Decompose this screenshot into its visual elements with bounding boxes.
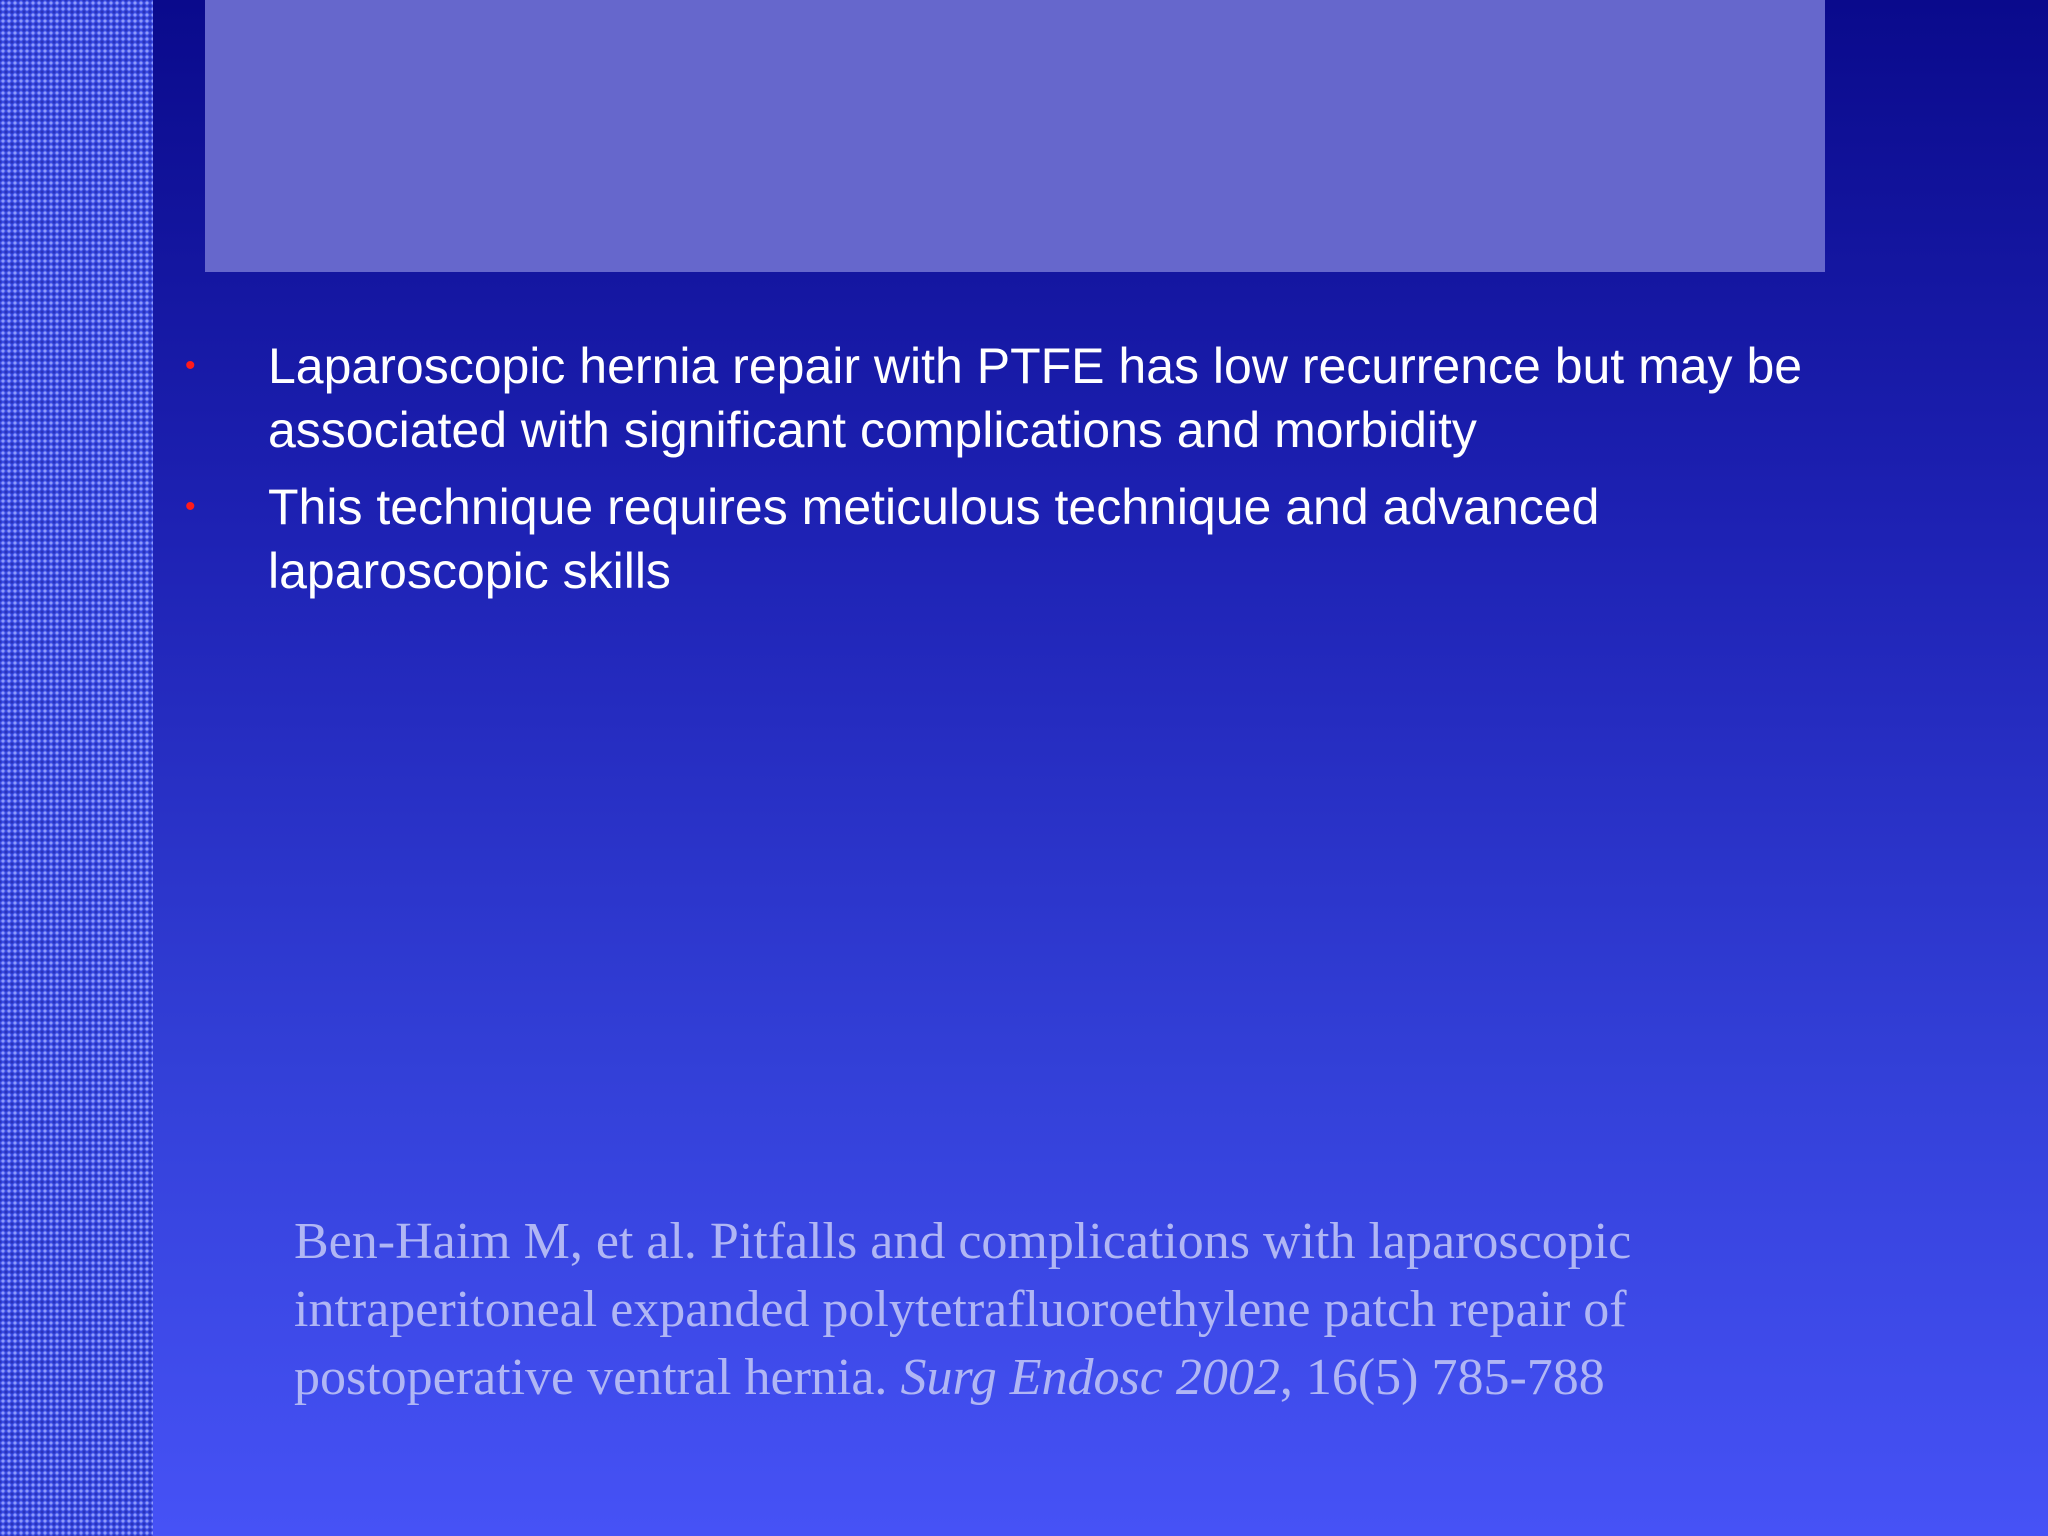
bullet-text: This technique requires meticulous technique and advanced laparoscopic skills <box>268 479 1600 599</box>
citation <box>294 1208 1814 1412</box>
bullet-item <box>185 475 1885 603</box>
bullet-list <box>185 334 1885 616</box>
title-box <box>205 0 1825 272</box>
citation-journal: Surg Endosc 2002 <box>900 1349 1280 1406</box>
citation-details: , 16(5) 785-788 <box>1279 1349 1605 1406</box>
citation-text: Ben-Haim M, et al. Pitfalls and complications with laparoscopic intraperitoneal expanded polytetrafluoroethylene patch repair of postoperative ventral hernia. <box>294 1213 1632 1406</box>
bullet-marker-icon: • <box>185 490 196 523</box>
bullet-text: Laparoscopic hernia repair with PTFE has low recurrence but may be associated with significant complications and morbidity <box>268 338 1803 458</box>
bullet-marker-icon: • <box>185 349 196 382</box>
decorative-side-strip <box>0 0 153 1536</box>
bullet-item <box>185 334 1885 462</box>
